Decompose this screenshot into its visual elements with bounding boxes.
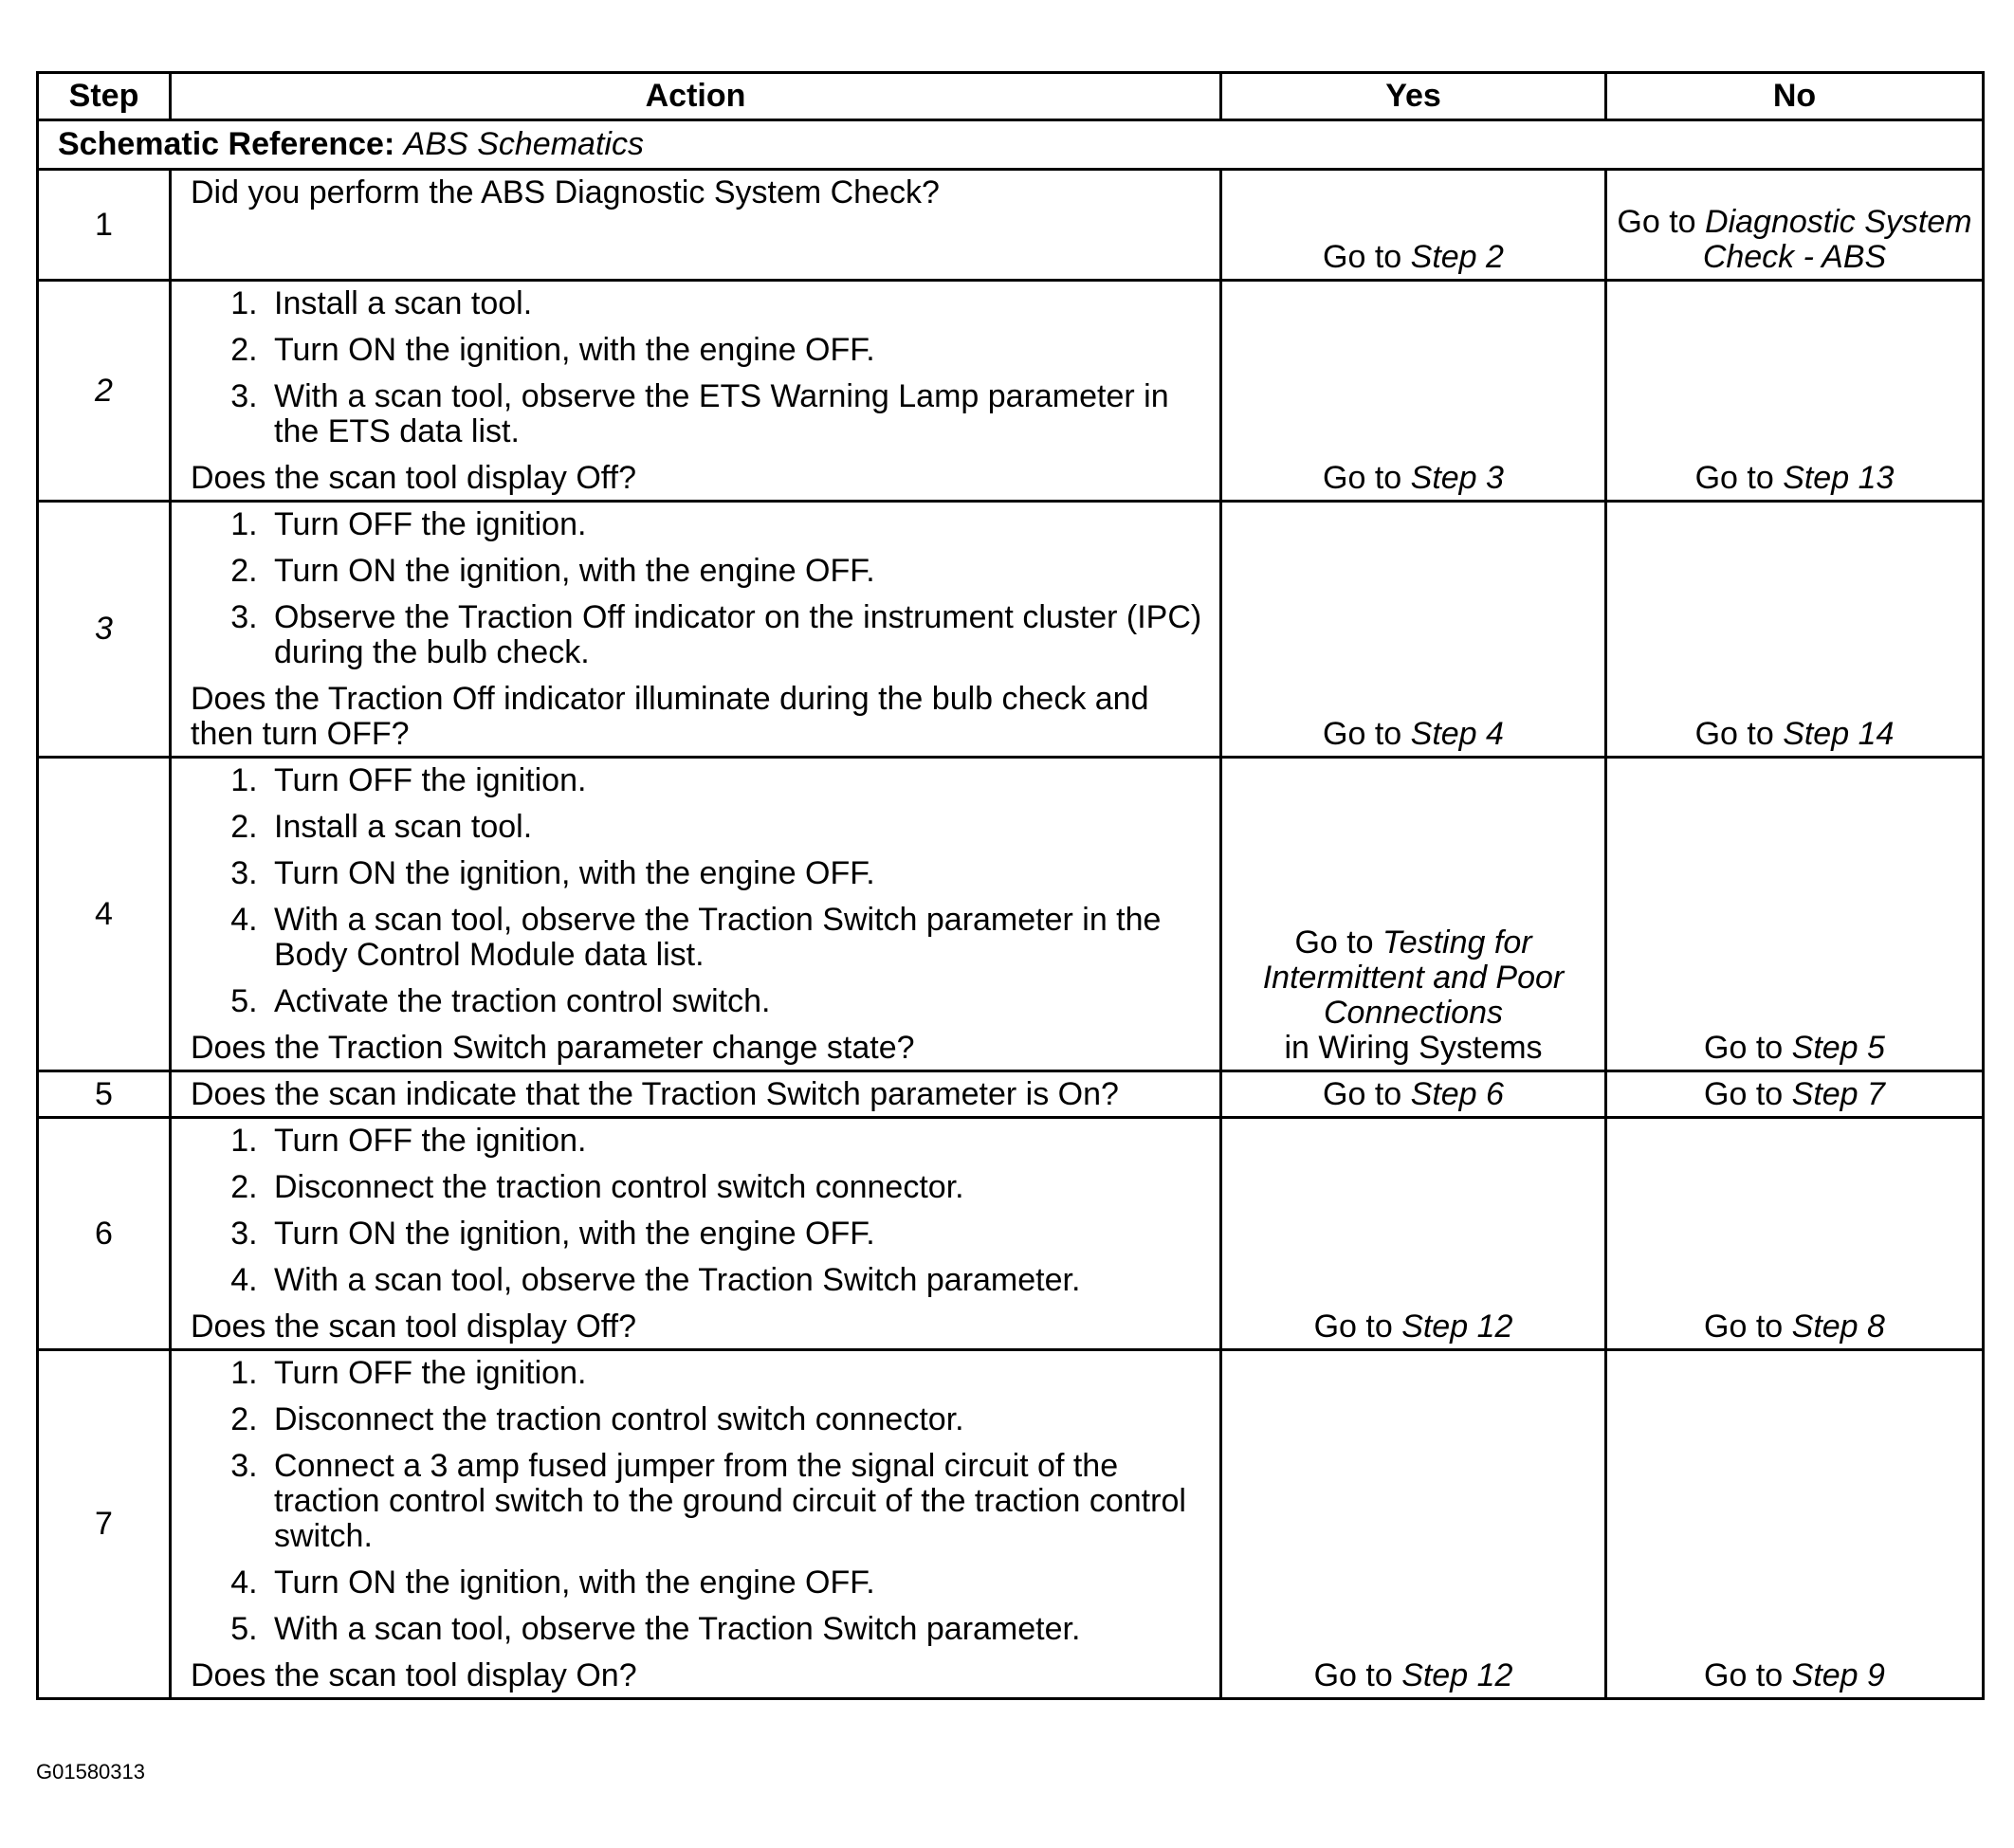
list-item: 2. Turn ON the ignition, with the engine OFF. (266, 333, 1204, 368)
go-to-prefix: Go to (1704, 1308, 1792, 1345)
yes-result (1221, 502, 1606, 758)
list-item: 3. With a scan tool, observe the ETS Warning Lamp parameter in the ETS data list. (266, 379, 1204, 449)
list-item: 5. With a scan tool, observe the Traction Switch parameter. (266, 1612, 1204, 1647)
list-item: 1. Turn OFF the ignition. (266, 1356, 1204, 1391)
action-question: Did you perform the ABS Diagnostic System Check? (191, 174, 940, 210)
list-item: 1. Turn OFF the ignition. (266, 1124, 1204, 1159)
header-no: No (1606, 73, 1984, 120)
step-reference-link[interactable]: Step 13 (1783, 460, 1895, 496)
yes-result-text (1323, 1076, 1504, 1112)
table-row-step-5 (38, 1071, 1984, 1118)
schematic-reference-link[interactable]: ABS Schematics (403, 126, 644, 162)
go-to-prefix: Go to (1323, 716, 1411, 752)
yes-result-text (1263, 924, 1565, 1031)
no-result-text (1704, 1657, 1885, 1693)
figure-id: G01580313 (36, 1760, 145, 1784)
step-reference-link[interactable]: Step 12 (1401, 1657, 1513, 1693)
table-row-step-4 (38, 758, 1984, 1071)
list-item: 3. Observe the Traction Off indicator on the instrument cluster (IPC) during the bulb check. (266, 600, 1204, 670)
table-row-step-1 (38, 170, 1984, 281)
go-to-prefix: Go to (1704, 1030, 1792, 1066)
yes-result (1221, 281, 1606, 502)
go-to-prefix: Go to (1617, 204, 1706, 240)
action-steps-list (191, 286, 1204, 449)
step-reference-link[interactable]: Step 2 (1410, 239, 1504, 275)
step-number: 1 (38, 170, 171, 281)
step-number: 4 (38, 758, 171, 1071)
header-row (38, 73, 1984, 120)
action-steps-list (191, 763, 1204, 1019)
list-item: 1. Turn OFF the ignition. (266, 763, 1204, 798)
no-result-text (1704, 1308, 1885, 1345)
no-result (1606, 502, 1984, 758)
list-item: 3. Turn ON the ignition, with the engine OFF. (266, 856, 1204, 891)
schematic-reference-label: Schematic Reference: (58, 126, 395, 162)
go-to-prefix: Go to (1323, 460, 1411, 496)
list-item: 4. With a scan tool, observe the Traction Switch parameter. (266, 1263, 1204, 1298)
action-question: Does the scan indicate that the Traction Switch parameter is On? (191, 1076, 1119, 1112)
list-item: 2. Turn ON the ignition, with the engine OFF. (266, 554, 1204, 589)
list-item: 4. With a scan tool, observe the Traction Switch parameter in the Body Control Module data list. (266, 903, 1204, 973)
list-item: 2. Disconnect the traction control switch connector. (266, 1402, 1204, 1437)
go-to-prefix: Go to (1704, 1657, 1792, 1693)
go-to-prefix: Go to (1704, 1076, 1792, 1112)
yes-result (1221, 758, 1606, 1071)
step-reference-link[interactable]: Step 3 (1410, 460, 1504, 496)
list-item: 1. Turn OFF the ignition. (266, 507, 1204, 542)
action-cell (171, 1350, 1221, 1699)
header-step: Step (38, 73, 171, 120)
no-result-text (1695, 716, 1895, 752)
no-result (1606, 1071, 1984, 1118)
list-item: 3. Connect a 3 amp fused jumper from the signal circuit of the traction control switch to the ground circuit of the traction control switch. (266, 1449, 1204, 1554)
step-reference-link[interactable]: Step 6 (1410, 1076, 1504, 1112)
no-result (1606, 1350, 1984, 1699)
go-to-prefix: Go to (1313, 1308, 1402, 1345)
no-result (1606, 758, 1984, 1071)
yes-result-text (1314, 1308, 1513, 1345)
step-reference-link[interactable]: Step 9 (1791, 1657, 1885, 1693)
action-question: Does the Traction Off indicator illuminate during the bulb check and then turn OFF? (191, 681, 1149, 752)
yes-result (1221, 1350, 1606, 1699)
list-item: 2. Install a scan tool. (266, 810, 1204, 845)
yes-result-text (1314, 1657, 1513, 1693)
list-item: 4. Turn ON the ignition, with the engine OFF. (266, 1565, 1204, 1601)
action-cell (171, 1118, 1221, 1350)
action-steps-list (191, 1124, 1204, 1298)
list-item: 5. Activate the traction control switch. (266, 984, 1204, 1019)
go-to-prefix: Go to (1323, 1076, 1411, 1112)
go-to-prefix: Go to (1694, 460, 1784, 496)
no-result-text (1695, 460, 1895, 496)
step-number: 3 (38, 502, 171, 758)
step-number: 2 (38, 281, 171, 502)
no-result (1606, 281, 1984, 502)
reference-suffix: in Wiring Systems (1284, 1030, 1543, 1066)
list-item: 2. Disconnect the traction control switch connector. (266, 1170, 1204, 1205)
no-result-text (1617, 204, 1971, 275)
step-reference-link[interactable]: Testing for Intermittent and Poor Connections (1262, 924, 1565, 1031)
step-reference-link[interactable]: Step 12 (1401, 1308, 1513, 1345)
yes-result (1221, 1071, 1606, 1118)
list-item: 1. Install a scan tool. (266, 286, 1204, 321)
step-number: 6 (38, 1118, 171, 1350)
table-row-step-2 (38, 281, 1984, 502)
go-to-prefix: Go to (1313, 1657, 1402, 1693)
step-reference-link[interactable]: Step 7 (1791, 1076, 1885, 1112)
step-reference-link[interactable]: Step 4 (1410, 716, 1504, 752)
header-action: Action (171, 73, 1221, 120)
yes-result-text (1323, 239, 1504, 275)
step-reference-link[interactable]: Step 5 (1791, 1030, 1885, 1066)
header-yes: Yes (1221, 73, 1606, 120)
yes-result-text (1323, 716, 1504, 752)
yes-result (1221, 1118, 1606, 1350)
action-question: Does the Traction Switch parameter change state? (191, 1030, 915, 1066)
no-result-text (1704, 1076, 1885, 1112)
action-question: Does the scan tool display On? (191, 1657, 637, 1693)
action-question: Does the scan tool display Off? (191, 1308, 636, 1345)
yes-result-text (1323, 460, 1504, 496)
no-result-text (1704, 1030, 1885, 1066)
action-steps-list (191, 1356, 1204, 1647)
step-reference-link[interactable]: Step 14 (1783, 716, 1895, 752)
action-question: Does the scan tool display Off? (191, 460, 636, 496)
step-number: 7 (38, 1350, 171, 1699)
schematic-reference (38, 120, 1984, 170)
diagnostic-table (36, 71, 1985, 1700)
table-row-step-3 (38, 502, 1984, 758)
table-row-step-6 (38, 1118, 1984, 1350)
action-cell (171, 1071, 1221, 1118)
step-reference-link[interactable]: Diagnostic System Check - ABS (1702, 204, 1972, 275)
schematic-reference-row (38, 120, 1984, 170)
go-to-prefix: Go to (1323, 239, 1411, 275)
action-cell (171, 281, 1221, 502)
action-cell (171, 170, 1221, 281)
action-cell (171, 502, 1221, 758)
no-result (1606, 1118, 1984, 1350)
no-result (1606, 170, 1984, 281)
table-row-step-7 (38, 1350, 1984, 1699)
list-item: 3. Turn ON the ignition, with the engine OFF. (266, 1217, 1204, 1252)
go-to-prefix: Go to (1694, 716, 1784, 752)
action-cell (171, 758, 1221, 1071)
step-reference-link[interactable]: Step 8 (1791, 1308, 1885, 1345)
go-to-prefix: Go to (1294, 924, 1383, 961)
yes-result (1221, 170, 1606, 281)
step-number: 5 (38, 1071, 171, 1118)
action-steps-list (191, 507, 1204, 670)
